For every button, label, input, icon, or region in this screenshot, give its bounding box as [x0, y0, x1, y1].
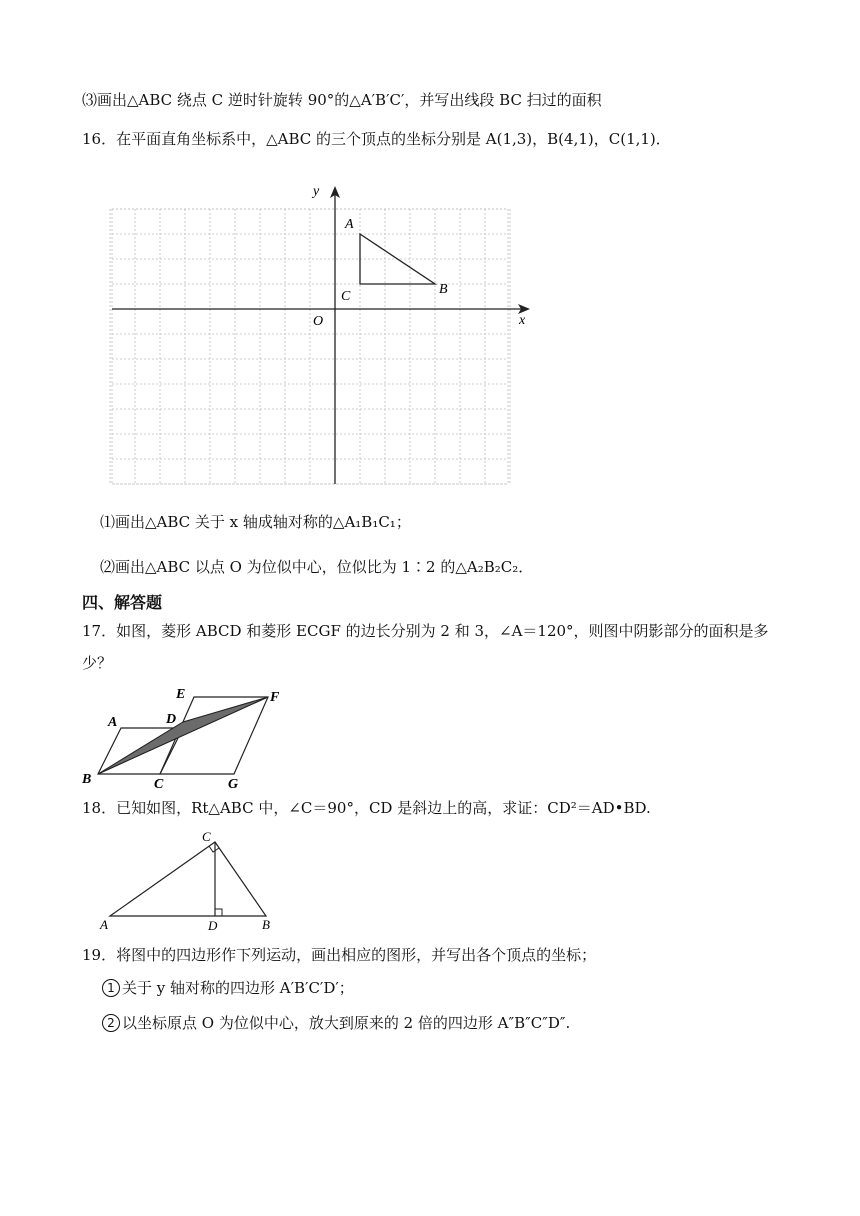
- origin-label: O: [313, 314, 324, 329]
- label-g: G: [228, 777, 239, 792]
- label-b: B: [82, 772, 92, 787]
- q17-rhombus-figure: [78, 682, 298, 792]
- right-angle-mark-c: [209, 846, 219, 852]
- y-axis-label: y: [313, 184, 320, 199]
- vertex-a-label: A: [345, 217, 354, 232]
- q17-stem-line2: 少？: [82, 654, 113, 672]
- q16-stem: 16．在平面直角坐标系中，△ABC 的三个顶点的坐标分别是 A(1,3)，B(4,1)，C(1,1)．: [82, 130, 671, 148]
- label-b: B: [262, 917, 270, 932]
- q16-item2: ⑵画出△ABC 以点 O 为位似中心，位似比为 1∶2 的△A₂B₂C₂．: [100, 558, 534, 576]
- item-number-badge: 1: [102, 979, 120, 997]
- q19-item1-text: 关于 y 轴对称的四边形 A′B′C′D′；: [122, 979, 354, 997]
- q18-stem: 18．已知如图，Rt△ABC 中，∠C＝90°，CD 是斜边上的高，求证：CD²＝AD•BD.: [82, 799, 651, 817]
- q19-stem: 19．将图中的四边形作下列运动，画出相应的图形，并写出各个顶点的坐标；: [82, 946, 597, 964]
- item-number-badge: 2: [102, 1014, 120, 1032]
- label-c: C: [202, 829, 211, 844]
- label-a: A: [108, 715, 118, 730]
- segment-bf: [98, 697, 268, 774]
- x-axis-label: x: [519, 313, 526, 328]
- vertex-b-label: B: [439, 282, 448, 297]
- label-f: F: [270, 690, 280, 705]
- section-title: 四、解答题: [82, 593, 163, 612]
- vertex-c-label: C: [341, 289, 351, 304]
- label-d: D: [208, 918, 218, 933]
- q19-item2-text: 以坐标原点 O 为位似中心，放大到原来的 2 倍的四边形 A″B″C″D″.: [122, 1014, 571, 1032]
- triangle-abc: [360, 234, 435, 284]
- triangle-abc: [110, 842, 266, 916]
- grid-lines: [110, 209, 510, 484]
- label-c: C: [154, 777, 164, 792]
- label-d: D: [166, 712, 177, 727]
- q19-item2: [102, 1012, 570, 1034]
- q18-right-triangle-figure: [96, 828, 296, 933]
- q15-item3: ⑶画出△ABC 绕点 C 逆时针旋转 90°的△A′B′C′，并写出线段 BC 扫过的面积: [82, 91, 602, 109]
- right-angle-mark-d: [215, 909, 222, 916]
- q17-stem-line1: 17．如图，菱形 ABCD 和菱形 ECGF 的边长分别为 2 和 3，∠A＝120°，则图中阴影部分的面积是多: [82, 622, 769, 640]
- q16-item1: ⑴画出△ABC 关于 x 轴成轴对称的△A₁B₁C₁；: [100, 513, 411, 531]
- label-e: E: [176, 687, 186, 702]
- label-a: A: [100, 917, 108, 932]
- q16-coordinate-grid-figure: [105, 180, 535, 490]
- q19-item1: [102, 977, 354, 999]
